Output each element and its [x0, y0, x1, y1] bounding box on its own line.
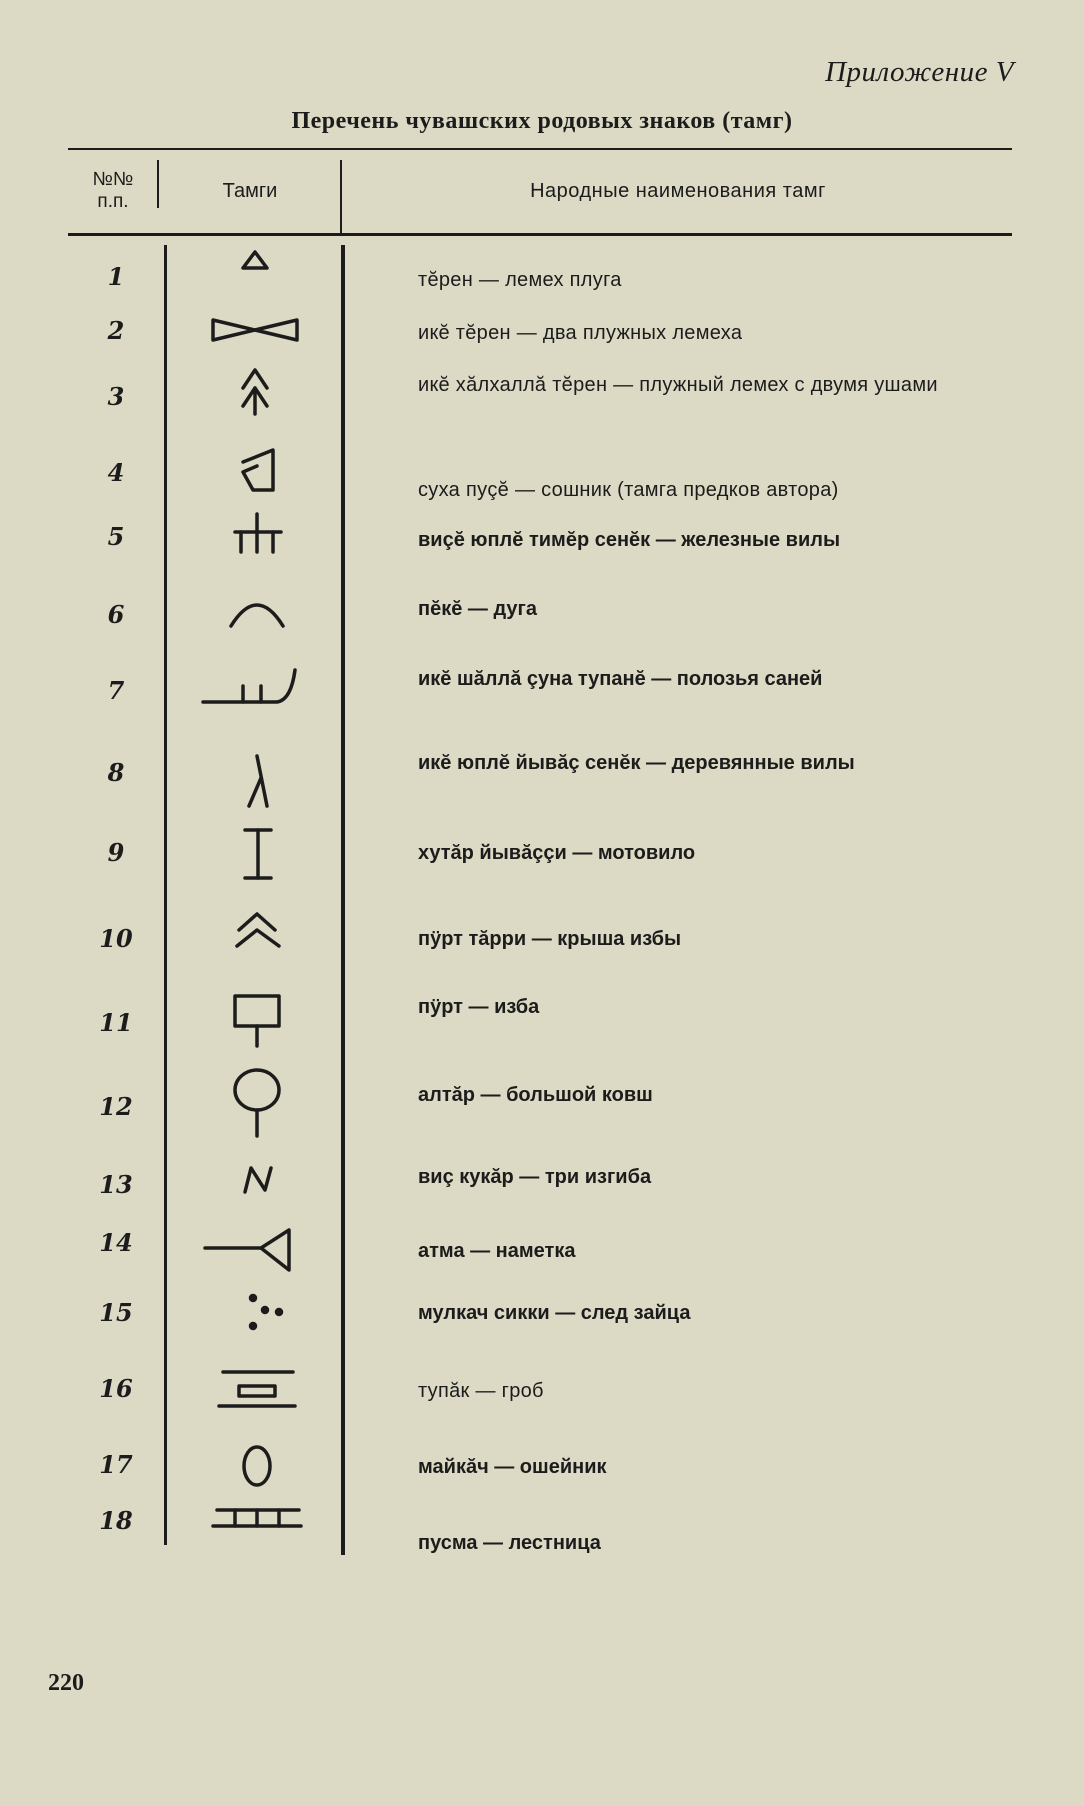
hare-track-icon: [195, 1282, 315, 1342]
column-header-names: [344, 150, 1012, 232]
row-number: 8: [107, 758, 125, 787]
column-header-names-label: Народные наименования тамг: [530, 179, 826, 202]
row-text: виç кукăр — три изгиба: [418, 1166, 652, 1188]
row-number: 7: [107, 676, 125, 705]
row-text: мулкач сикки — след зайца: [418, 1302, 691, 1324]
coulter-icon: [195, 442, 315, 502]
row-number: 14: [99, 1228, 133, 1257]
row-number: 1: [107, 262, 125, 291]
row-number: 11: [99, 1008, 133, 1037]
row-number: 18: [99, 1506, 133, 1535]
row-number: 15: [99, 1298, 133, 1327]
row-text: икĕ тĕрен — два плужных лемеха: [418, 322, 743, 344]
coffin-icon: [195, 1364, 315, 1424]
row-number: 5: [107, 522, 125, 551]
column-header-number: [70, 150, 156, 232]
reel-icon: [195, 824, 315, 884]
header-divider: [157, 160, 159, 208]
row-number: 4: [107, 458, 125, 487]
column-divider-right: [341, 245, 345, 1555]
double-plowshare-icon: [195, 366, 315, 426]
row-text: пусма — лестница: [418, 1532, 601, 1554]
row-text: икĕ хăлхаллă тĕрен — плужный лемех с двумя ушами: [418, 374, 938, 396]
collar-icon: [195, 1440, 315, 1500]
row-text: пĕкĕ — дуга: [418, 598, 537, 620]
appendix-label: Приложение V: [825, 56, 1014, 88]
row-text: хутăр йывăççи — мотовило: [418, 842, 696, 864]
table-header-rule: [68, 233, 1012, 236]
row-text: икĕ юплĕ йывăç сенĕк — деревянные вилы: [418, 752, 855, 774]
sled-runners-icon: [195, 662, 315, 722]
row-text: икĕ шăллă çуна тупанĕ — полозья саней: [418, 668, 823, 690]
triangle-icon: [195, 250, 315, 310]
column-header-tamga: [160, 150, 340, 232]
row-text: пÿрт — изба: [418, 996, 540, 1018]
row-text: алтăр — большой ковш: [418, 1084, 653, 1106]
row-text: суха пуçĕ — сошник (тамга предков автора): [418, 479, 839, 501]
column-divider-left: [164, 245, 167, 1545]
header-divider: [340, 160, 342, 234]
row-text: майкăч — ошейник: [418, 1456, 607, 1478]
row-number: 13: [99, 1170, 133, 1199]
zigzag-icon: [195, 1156, 315, 1216]
roof-icon: [195, 908, 315, 968]
row-text: атма — наметка: [418, 1240, 576, 1262]
row-text: тупăк — гроб: [418, 1380, 544, 1402]
row-number: 10: [99, 924, 133, 953]
row-text: пÿрт тăрри — крыша избы: [418, 928, 682, 950]
column-header-tamga-label: Тамги: [222, 179, 278, 202]
row-number: 6: [107, 600, 125, 629]
pitchfork-icon: [195, 510, 315, 570]
row-number: 16: [99, 1374, 133, 1403]
ladder-icon: [195, 1502, 315, 1562]
row-number: 12: [99, 1092, 133, 1121]
hut-icon: [195, 988, 315, 1048]
row-number: 17: [99, 1450, 133, 1479]
row-text: тĕрен — лемех плуга: [418, 269, 622, 291]
wooden-fork-icon: [195, 752, 315, 812]
bowtie-icon: [195, 308, 315, 368]
page-title: Перечень чувашских родовых знаков (тамг): [291, 108, 793, 134]
basting-icon: [195, 1222, 315, 1282]
row-number: 2: [107, 316, 125, 345]
row-number: 3: [107, 382, 125, 411]
row-number: 9: [107, 838, 125, 867]
arc-icon: [195, 590, 315, 650]
ladle-icon: [195, 1066, 315, 1126]
row-text: виçĕ юплĕ тимĕр сенĕк — железные вилы: [418, 529, 841, 551]
page-number: 220: [48, 1670, 84, 1696]
column-header-number-label: №№ п.п.: [92, 169, 134, 212]
